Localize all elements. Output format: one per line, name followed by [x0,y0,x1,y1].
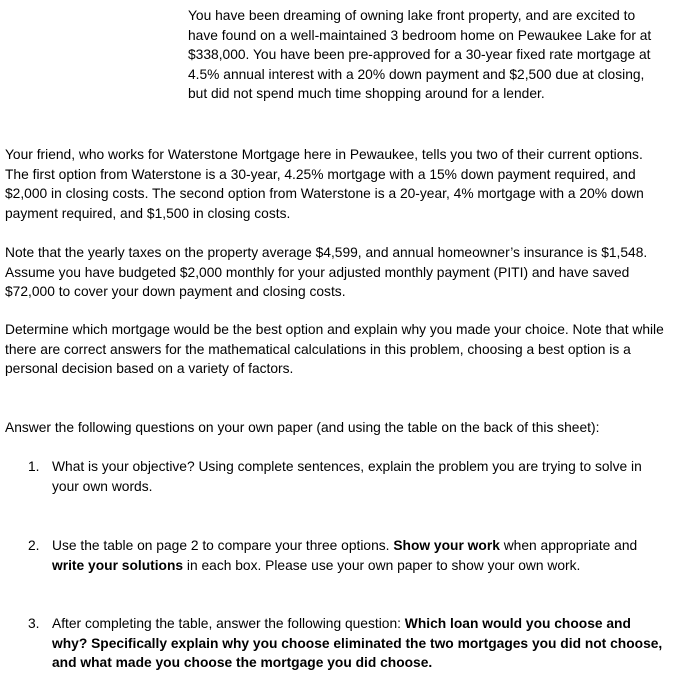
question-3 [28,614,668,673]
question-1 [28,457,668,496]
bold-phrase: Which loan would you choose and why? Specifically explain why you choose eliminated the two mortgages you did not choose, and what made you choose the mortgage you did choose. [52,616,663,670]
question-number: 2. [28,538,40,553]
question-text: After completing the table, answer the following question: Which loan would you choose and why? Specifically explain why you choose eliminated the two mortgages you did not choose, and what made you choose the mortgage you did choose. [52,616,663,670]
taxes-insurance-paragraph: Note that the yearly taxes on the property average $4,599, and annual homeowner’s insurance is $1,548. Assume you have budgeted $2,000 monthly for your adjusted monthly payment (PITI) and have saved $72,000 to cover your down payment and closing costs. [5,245,648,299]
question-number: 3. [28,616,40,631]
question-2 [28,536,668,575]
friend-options-paragraph: Your friend, who works for Waterstone Mortgage here in Pewaukee, tells you two of their current options. The first option from Waterstone is a 30-year, 4.25% mortgage with a 15% down payment required, and $2,000 in closing costs. The second option from Waterstone is a 20-year, 4% mortgage with a 20% down payment required, and $1,500 in closing costs. [5,147,644,221]
question-number: 1. [28,459,40,474]
question-text: What is your objective? Using complete sentences, explain the problem you are trying to solve in your own words. [52,459,642,494]
bold-phrase: write your solutions [52,557,184,573]
intro-paragraph: You have been dreaming of owning lake front property, and are excited to have found on a well-maintained 3 bedroom home on Pewaukee Lake for at $338,000. You have been pre-approved for a 30-year fixed rate mortgage at 4.5% annual interest with a 20% down payment and $2,500 due at closing, but did not spend much time shopping around for a lender. [188,8,652,101]
answer-instructions: Answer the following questions on your own paper (and using the table on the back of this sheet): [5,420,600,435]
determine-paragraph: Determine which mortgage would be the best option and explain why you made your choice. Note that while there are correct answers for the mathematical calculations in this problem, choosing a best option is a personal decision based on a variety of factors. [5,322,664,376]
bold-phrase: Show your work [393,538,500,553]
question-text: Use the table on page 2 to compare your three options. Show your work when appropriate and write your solutions in each box. Please use your own paper to show your own work. [52,538,638,573]
